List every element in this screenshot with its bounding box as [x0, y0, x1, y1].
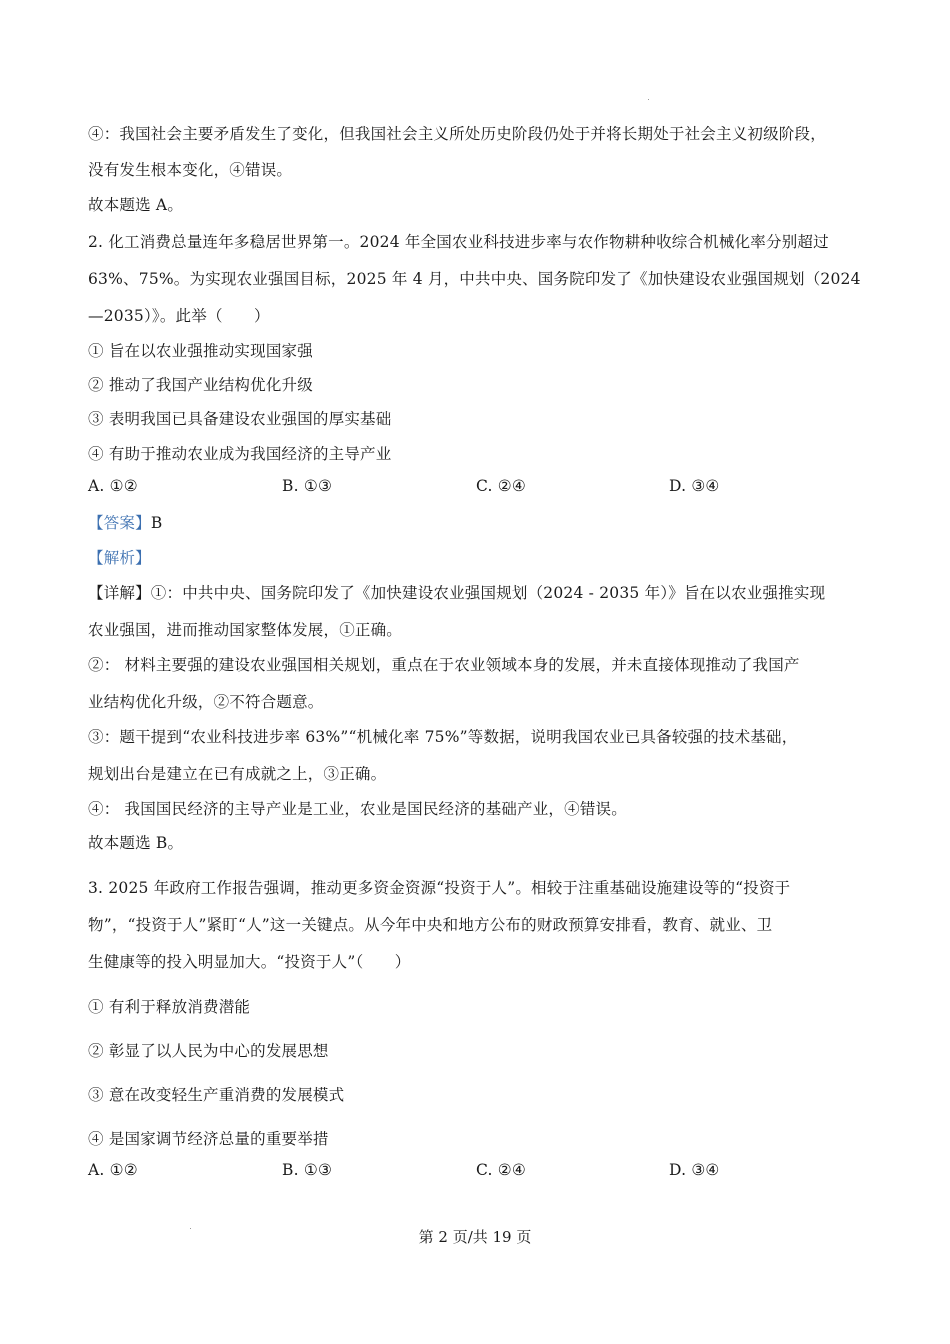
answer-label: 【答案】 [88, 514, 151, 532]
q3-option-c: C. ②④ [476, 1161, 526, 1179]
q2-detail-line5: ③：题干提到“农业科技进步率 63%”“机械化率 75%”等数据，说明我国农业已具备较强的技术基础， [88, 728, 798, 746]
q2-conclusion: 故本题选 B。 [88, 834, 184, 852]
page-footer: 第 2 页/共 19 页 [418, 1228, 532, 1246]
q2-stem-line3: —2035）》。此举（ ） [88, 307, 270, 325]
answer-value: B [150, 514, 163, 532]
q2-item-3: ③ 表明我国已具备建设农业强国的厚实基础 [88, 410, 392, 428]
prev-conclusion: 故本题选 A。 [88, 196, 184, 214]
q3-item-3: ③ 意在改变轻生产重消费的发展模式 [88, 1086, 345, 1104]
speck [648, 99, 649, 100]
q3-option-b: B. ①③ [282, 1161, 333, 1179]
q3-stem-line3: 生健康等的投入明显加大。“投资于人”（ ） [88, 953, 411, 971]
prev-item4-cont: 没有发生根本变化，④错误。 [88, 161, 293, 179]
q2-detail-line4: 业结构优化升级，②不符合题意。 [88, 693, 324, 711]
q2-analysis-label: 【解析】 [88, 549, 151, 567]
q2-detail-line3: ②： 材料主要强的建设农业强国相关规划，重点在于农业领域本身的发展，并未直接体现推动了我国产 [88, 656, 800, 674]
q2-detail-line2: 农业强国，进而推动国家整体发展，①正确。 [88, 621, 403, 639]
q2-option-d: D. ③④ [669, 477, 720, 495]
q3-item-1: ① 有利于释放消费潜能 [88, 998, 251, 1016]
q3-option-a: A. ①② [88, 1161, 138, 1179]
q2-stem-line2: 63%、75%。为实现农业强国目标，2025 年 4 月，中共中央、国务院印发了《加快建设农业强国规划（2024 [88, 270, 861, 288]
q2-item-4: ④ 有助于推动农业成为我国经济的主导产业 [88, 445, 392, 463]
q2-option-b: B. ①③ [282, 477, 333, 495]
q3-stem-line1: 3. 2025 年政府工作报告强调，推动更多资金资源“投资于人”。相较于注重基础设施建设等的“投资于 [88, 879, 791, 897]
q2-answer [88, 511, 866, 533]
q2-item-1: ① 旨在以农业强推动实现国家强 [88, 342, 313, 360]
q3-item-4: ④ 是国家调节经济总量的重要举措 [88, 1130, 329, 1148]
q2-option-c: C. ②④ [476, 477, 526, 495]
q2-stem-line1: 2. 化工消费总量连年多稳居世界第一。2024 年全国农业科技进步率与农作物耕种收综合机械化率分别超过 [88, 233, 829, 251]
q2-detail-line7: ④： 我国国民经济的主导产业是工业，农业是国民经济的基础产业，④错误。 [88, 800, 627, 818]
q2-detail-line1: 【详解】①：中共中央、国务院印发了《加快建设农业强国规划（2024 - 2035 年）》旨在以农业强推实现 [88, 584, 826, 602]
q3-stem-line2: 物”，“投资于人”紧盯“人”这一关键点。从今年中央和地方公布的财政预算安排看，教育、就业、卫 [88, 916, 773, 934]
q3-option-d: D. ③④ [669, 1161, 720, 1179]
q2-item-2: ② 推动了我国产业结构优化升级 [88, 376, 313, 394]
q2-option-a: A. ①② [88, 477, 138, 495]
prev-item4: ④：我国社会主要矛盾发生了变化，但我国社会主义所处历史阶段仍处于并将长期处于社会主义初级阶段， [88, 125, 826, 143]
q2-detail-line6: 规划出台是建立在已有成就之上，③正确。 [88, 765, 387, 783]
q3-item-2: ② 彰显了以人民为中心的发展思想 [88, 1042, 329, 1060]
